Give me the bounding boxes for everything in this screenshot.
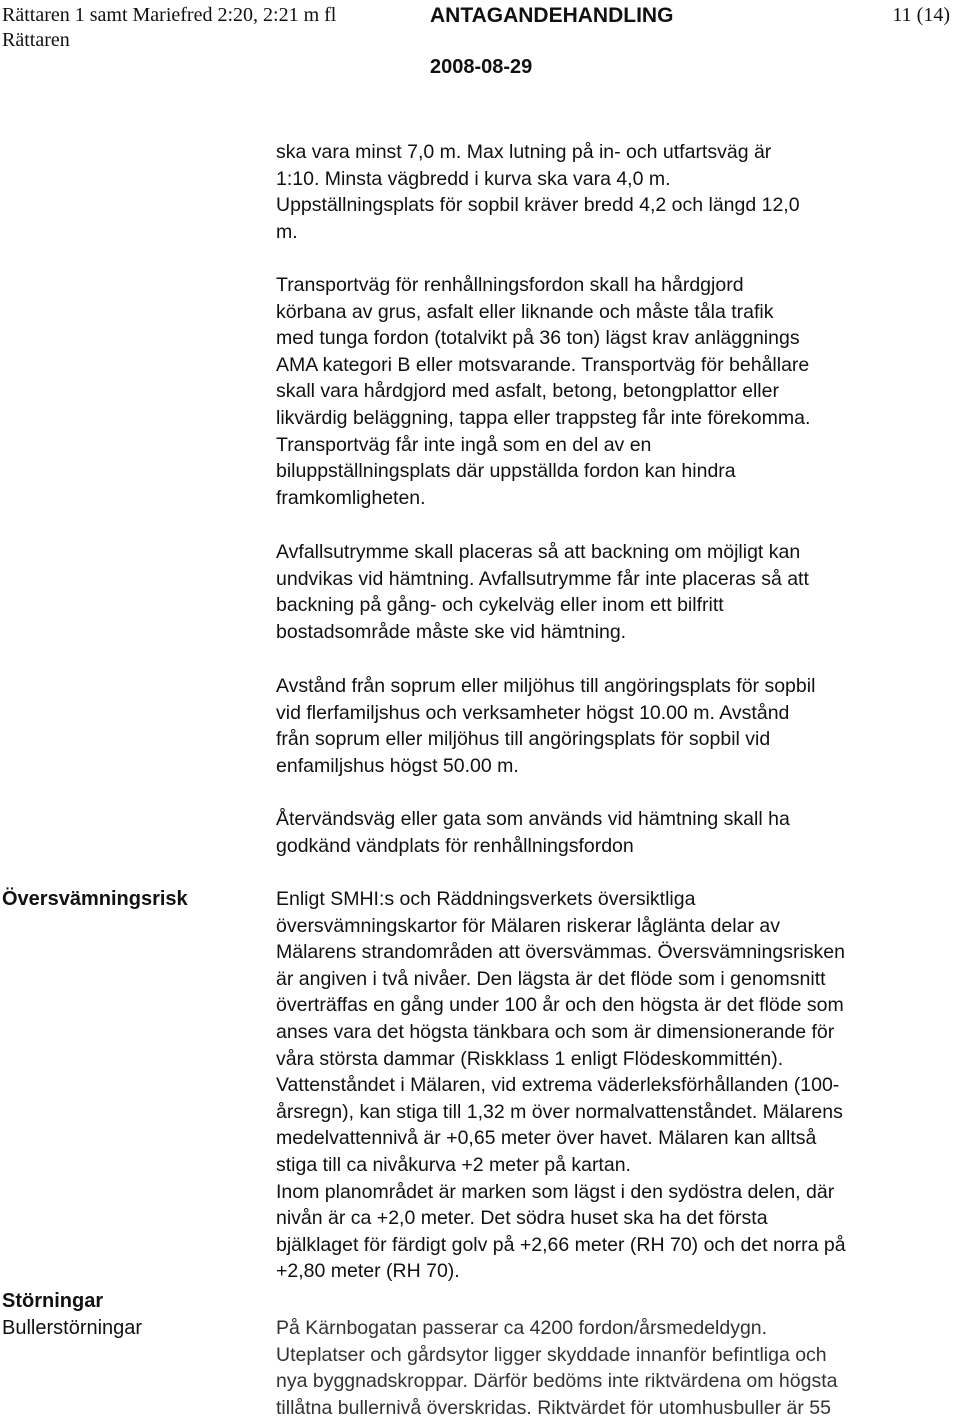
document-date: 2008-08-29	[430, 56, 533, 78]
text-line: tillåtna bullernivå överskridas. Riktvärdet för utomhusbuller är 55	[276, 1396, 831, 1419]
text-line: årsregn), kan stiga till 1,32 m över normalvattenståndet. Mälarens	[276, 1100, 843, 1123]
paragraph-road-dimensions	[276, 139, 958, 245]
text-line: överträffas en gång under 100 år och den högsta är det flöde som	[276, 994, 844, 1017]
document-title: ANTAGANDEHANDLING	[430, 4, 674, 27]
section-label-noise: Bullerstörningar	[2, 1317, 143, 1339]
text-line: Uppställningsplats för sopbil kräver bredd 4,2 och längd 12,0	[276, 194, 800, 217]
text-line: Uteplatser och gårdsytor ligger skyddade innanför befintliga och	[276, 1343, 827, 1366]
text-line: Inom planområdet är marken som lägst i den sydöstra delen, där	[276, 1180, 835, 1203]
paragraph-turning-area	[276, 806, 958, 859]
text-line: Avstånd från soprum eller miljöhus till angöringsplats för sopbil	[276, 675, 816, 697]
text-line: översvämningskartor för Mälaren riskerar låglänta delar av	[276, 914, 780, 937]
text-line: Vattenståndet i Mälaren, vid extrema väderleksförhållanden (100-	[276, 1074, 840, 1097]
text-line: 1:10. Minsta vägbredd i kurva ska vara 4,0 m.	[276, 167, 671, 190]
text-line: nivån är ca +2,0 meter. Det södra huset ska ha det första	[276, 1207, 768, 1230]
text-line: stiga till ca nivåkurva +2 meter på kartan.	[276, 1153, 631, 1176]
paragraph-waste-room	[276, 539, 958, 645]
text-line: Transportväg för renhållningsfordon skall ha hårdgjord	[276, 274, 744, 296]
text-line: från soprum eller miljöhus till angöringsplats för sopbil vid	[276, 728, 771, 751]
text-line: På Kärnbogatan passerar ca 4200 fordon/årsmedeldygn.	[276, 1317, 768, 1339]
text-line: framkomligheten.	[276, 486, 426, 509]
paragraph-noise	[276, 1315, 958, 1421]
text-line: godkänd vändplats för renhållningsfordon	[276, 834, 634, 857]
text-line: våra största dammar (Riskklass 1 enligt Flödeskommittén).	[276, 1047, 784, 1070]
text-line: vid flerfamiljshus och verksamheter högst 10.00 m. Avstånd	[276, 701, 790, 724]
text-line: körbana av grus, asfalt eller liknande och måste tåla trafik	[276, 300, 774, 323]
text-line: backning på gång- och cykelväg eller inom ett bilfritt	[276, 594, 724, 617]
text-line: Återvändsväg eller gata som används vid hämtning skall ha	[276, 808, 790, 830]
text-line: enfamiljshus högst 50.00 m.	[276, 754, 519, 777]
text-line: med tunga fordon (totalvikt på 36 ton) lägst krav anläggnings	[276, 327, 800, 350]
text-line: Mälarens strandområden att översvämmas. Översvämningsrisken	[276, 941, 845, 964]
text-line: +2,80 meter (RH 70).	[276, 1260, 460, 1283]
text-line: Enligt SMHI:s och Räddningsverkets översiktliga	[276, 888, 696, 910]
paragraph-distance	[276, 673, 958, 779]
text-line: m.	[276, 220, 298, 243]
text-line: är angiven i två nivåer. Den lägsta är det flöde som i genomsnitt	[276, 967, 826, 990]
text-line: AMA kategori B eller motsvarande. Transportväg för behållare	[276, 353, 810, 376]
text-line: Avfallsutrymme skall placeras så att backning om möjligt kan	[276, 541, 801, 563]
section-label-disturbances: Störningar	[2, 1290, 104, 1312]
section-label-flood-risk: Översvämningsrisk	[2, 888, 188, 910]
text-line: bostadsområde måste ske vid hämtning.	[276, 620, 627, 643]
paragraph-transport-road	[276, 272, 958, 511]
text-line: anses vara det högsta tänkbara och som är dimensionerande för	[276, 1020, 835, 1043]
header-left-line2: Rättaren	[2, 29, 70, 51]
text-line: skall vara hårdgjord med asfalt, betong, betongplattor eller	[276, 380, 779, 403]
text-line: undvikas vid hämtning. Avfallsutrymme får inte placeras så att	[276, 567, 809, 590]
text-line: bjälklaget för färdigt golv på +2,66 meter (RH 70) och det norra på	[276, 1233, 846, 1256]
page-number: 11 (14)	[892, 4, 950, 26]
text-line: ska vara minst 7,0 m. Max lutning på in- och utfartsväg är	[276, 141, 772, 163]
text-line: likvärdig beläggning, tappa eller trappsteg får inte förekomma.	[276, 406, 811, 429]
text-line: Transportväg får inte ingå som en del av en	[276, 433, 652, 456]
paragraph-flood-risk	[276, 886, 958, 1285]
text-line: nya byggnadskroppar. Därför bedöms inte riktvärdena om högsta	[276, 1370, 838, 1393]
header-left-line1: Rättaren 1 samt Mariefred 2:20, 2:21 m fl	[2, 4, 337, 26]
text-line: medelvattennivå är +0,65 meter över havet. Mälaren kan alltså	[276, 1127, 817, 1150]
text-line: biluppställningsplats där uppställda fordon kan hindra	[276, 460, 736, 483]
